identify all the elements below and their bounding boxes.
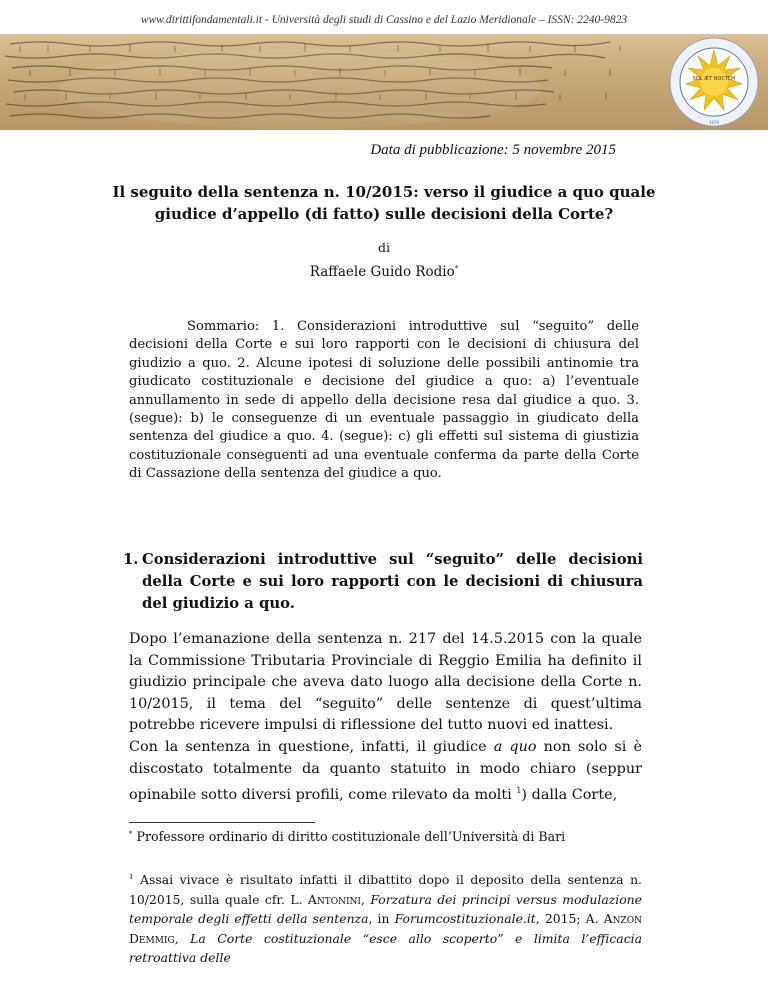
footnote-1-text-c: , in bbox=[368, 911, 395, 927]
summary-text: Sommario: 1. Considerazioni introduttive sul “seguito” delle decisioni della Corte e sui loro rapporti con le decisioni di chiusura del giudizio a quo. 2. Alcune ipotesi di soluzione delle possibili antinomie tra giudicato costituzionale e decisione del giudice a quo: a) l’eventuale annullamento in sede di appello della decisione resa dal giudice a quo. 3. (segue): b) le conseguenze di un eventuale passaggio in giudicato della sentenza del giudice a quo. 4. (segue): c) gli effetti sul sistema di giustizia costituzionale conseguenti ad una eventuale conferma da parte della Corte di Cassazione della sentenza del giudice a quo. bbox=[129, 319, 639, 482]
manuscript-banner bbox=[0, 34, 768, 130]
paragraph-2-text-b: non solo si è discostato totalmente da quanto statuito in modo chiaro (seppur opinabile sotto diversi profili, come rilevato da molti bbox=[129, 738, 642, 803]
author-footnote-mark: * bbox=[454, 264, 459, 273]
article-title bbox=[110, 181, 658, 225]
footnote-1 bbox=[129, 868, 642, 968]
footnote-1-title-2: La Corte costituzionale “esce allo scoperto” e limita l’efficacia retroattiva delle bbox=[129, 930, 642, 966]
footnote-1-text-e: , bbox=[174, 930, 191, 946]
footnote-1-mark: 1 bbox=[129, 873, 134, 881]
section-number: 1. bbox=[123, 551, 139, 568]
paragraph-2-italic: a quo bbox=[493, 738, 537, 755]
footnote-1-text-b: , bbox=[360, 891, 371, 907]
footnote-1-title-1: Forzatura dei principi versus modulazione temporale degli effetti della sentenza bbox=[129, 891, 642, 927]
footnote-1-text-d: , 2015; A. bbox=[535, 911, 604, 927]
university-seal bbox=[664, 34, 764, 130]
title-line-2: giudice d’appello (di fatto) sulle decisioni della Corte? bbox=[154, 205, 614, 223]
paragraph-2 bbox=[129, 737, 642, 807]
manuscript-texture bbox=[0, 34, 768, 130]
footnote-author bbox=[129, 829, 642, 844]
footnote-star-mark: * bbox=[129, 829, 133, 838]
paragraph-2-text-c: ) dalla Corte, bbox=[521, 786, 618, 803]
footnote-1-source: Forumcostituzionale.it bbox=[394, 911, 536, 927]
body-text bbox=[129, 629, 642, 807]
author-line bbox=[0, 264, 768, 280]
by-label: di bbox=[378, 240, 390, 255]
paragraph-1: Dopo l’emanazione della sentenza n. 217 del 14.5.2015 con la quale la Commissione Tributaria Provinciale di Reggio Emilia ha definito il giudizio principale che aveva dato luogo alla decisione della Corte n. 10/2015, il tema del “seguito” delle sentenze di quest’ultima potrebbe ricevere impulsi di riflessione del tutto nuovi ed inattesi. bbox=[129, 631, 642, 734]
seal-motto: SOL ÆT NOCTEM bbox=[692, 76, 736, 82]
section-title: Considerazioni introduttive sul “seguito” delle decisioni della Corte e sui loro rapporti con le decisioni di chiusura del giudizio a quo. bbox=[142, 551, 643, 612]
footnote-separator bbox=[129, 822, 315, 823]
journal-header: www.dirittifondamentali.it - Università degli studi di Cassino e del Lazio Meridionale – ISSN: 2240-9823 bbox=[140, 14, 628, 26]
section-1-heading bbox=[123, 549, 643, 615]
publication-date: Data di pubblicazione: 5 novembre 2015 bbox=[370, 142, 616, 158]
footnote-1-text-a: Assai vivace è risultato infatti il dibattito dopo il deposito della sentenza n. 10/2015, sulla quale cfr. L. bbox=[129, 872, 642, 907]
footnote-1-author-2: Anzon Demmig bbox=[129, 911, 643, 946]
paragraph-2-text-a: Con la sentenza in questione, infatti, il giudice bbox=[129, 738, 494, 755]
summary-block bbox=[129, 318, 639, 484]
footnote-author-text: Professore ordinario di diritto costituzionale dell’Università di Bari bbox=[136, 829, 566, 844]
author-name: Raffaele Guido Rodio bbox=[309, 264, 455, 280]
title-line-1: Il seguito della sentenza n. 10/2015: verso il giudice a quo quale bbox=[112, 183, 656, 201]
footnote-1-author-1: Antonini bbox=[307, 891, 361, 907]
footnote-ref-1[interactable]: 1 bbox=[516, 786, 522, 796]
seal-year: 1979 bbox=[708, 120, 720, 125]
